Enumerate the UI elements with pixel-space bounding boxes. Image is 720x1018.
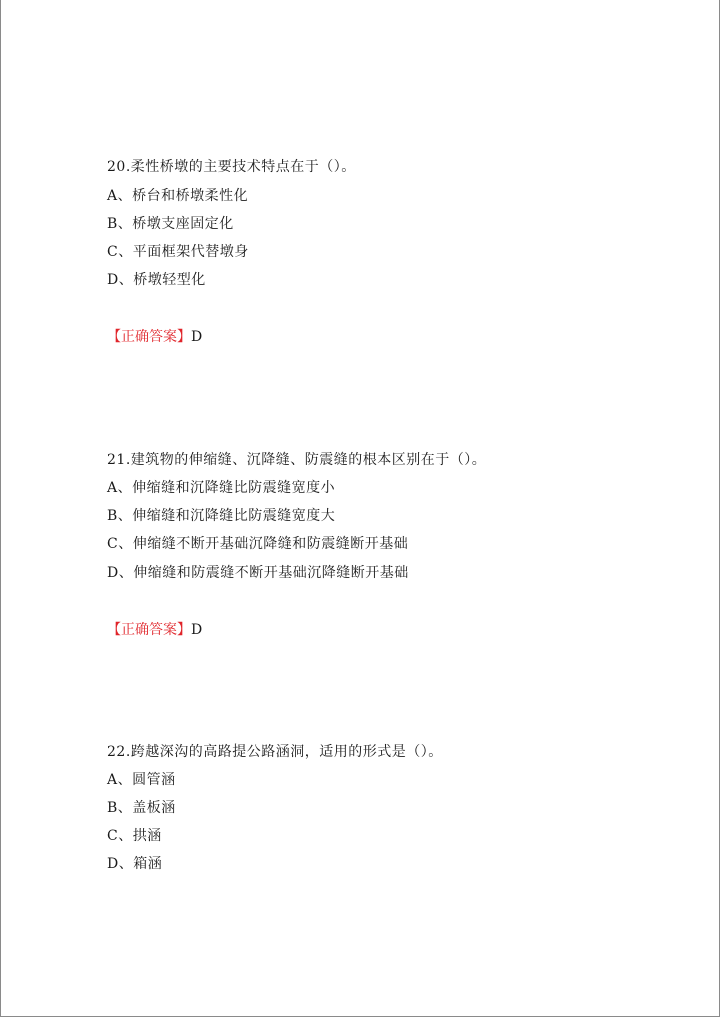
option-b: B、桥墩支座固定化 bbox=[107, 216, 234, 232]
answer-line bbox=[107, 328, 202, 346]
option-c: C、拱涵 bbox=[107, 828, 162, 844]
option-a: A、伸缩缝和沉降缝比防震缝宽度小 bbox=[107, 480, 336, 496]
question-stem: 21.建筑物的伸缩缝、沉降缝、防震缝的根本区别在于（）。 bbox=[107, 452, 487, 468]
option-d: D、伸缩缝和防震缝不断开基础沉降缝断开基础 bbox=[107, 565, 409, 581]
option-c: C、平面框架代替墩身 bbox=[107, 244, 249, 260]
option-b: B、伸缩缝和沉降缝比防震缝宽度大 bbox=[107, 508, 336, 524]
question-stem: 22.跨越深沟的高路提公路涵洞，适用的形式是（）。 bbox=[107, 744, 443, 760]
answer-tag: 【正确答案】 bbox=[107, 329, 191, 345]
answer-value: D bbox=[191, 329, 203, 345]
answer-line bbox=[107, 621, 202, 639]
question-stem: 20.柔性桥墩的主要技术特点在于（）。 bbox=[107, 159, 356, 175]
option-c: C、伸缩缝不断开基础沉降缝和防震缝断开基础 bbox=[107, 536, 409, 552]
option-d: D、桥墩轻型化 bbox=[107, 272, 206, 288]
answer-value: D bbox=[191, 622, 203, 638]
option-a: A、桥台和桥墩柔性化 bbox=[107, 188, 249, 204]
option-b: B、盖板涵 bbox=[107, 800, 176, 816]
option-d: D、箱涵 bbox=[107, 856, 163, 872]
option-a: A、圆管涵 bbox=[107, 772, 176, 788]
answer-tag: 【正确答案】 bbox=[107, 622, 191, 638]
